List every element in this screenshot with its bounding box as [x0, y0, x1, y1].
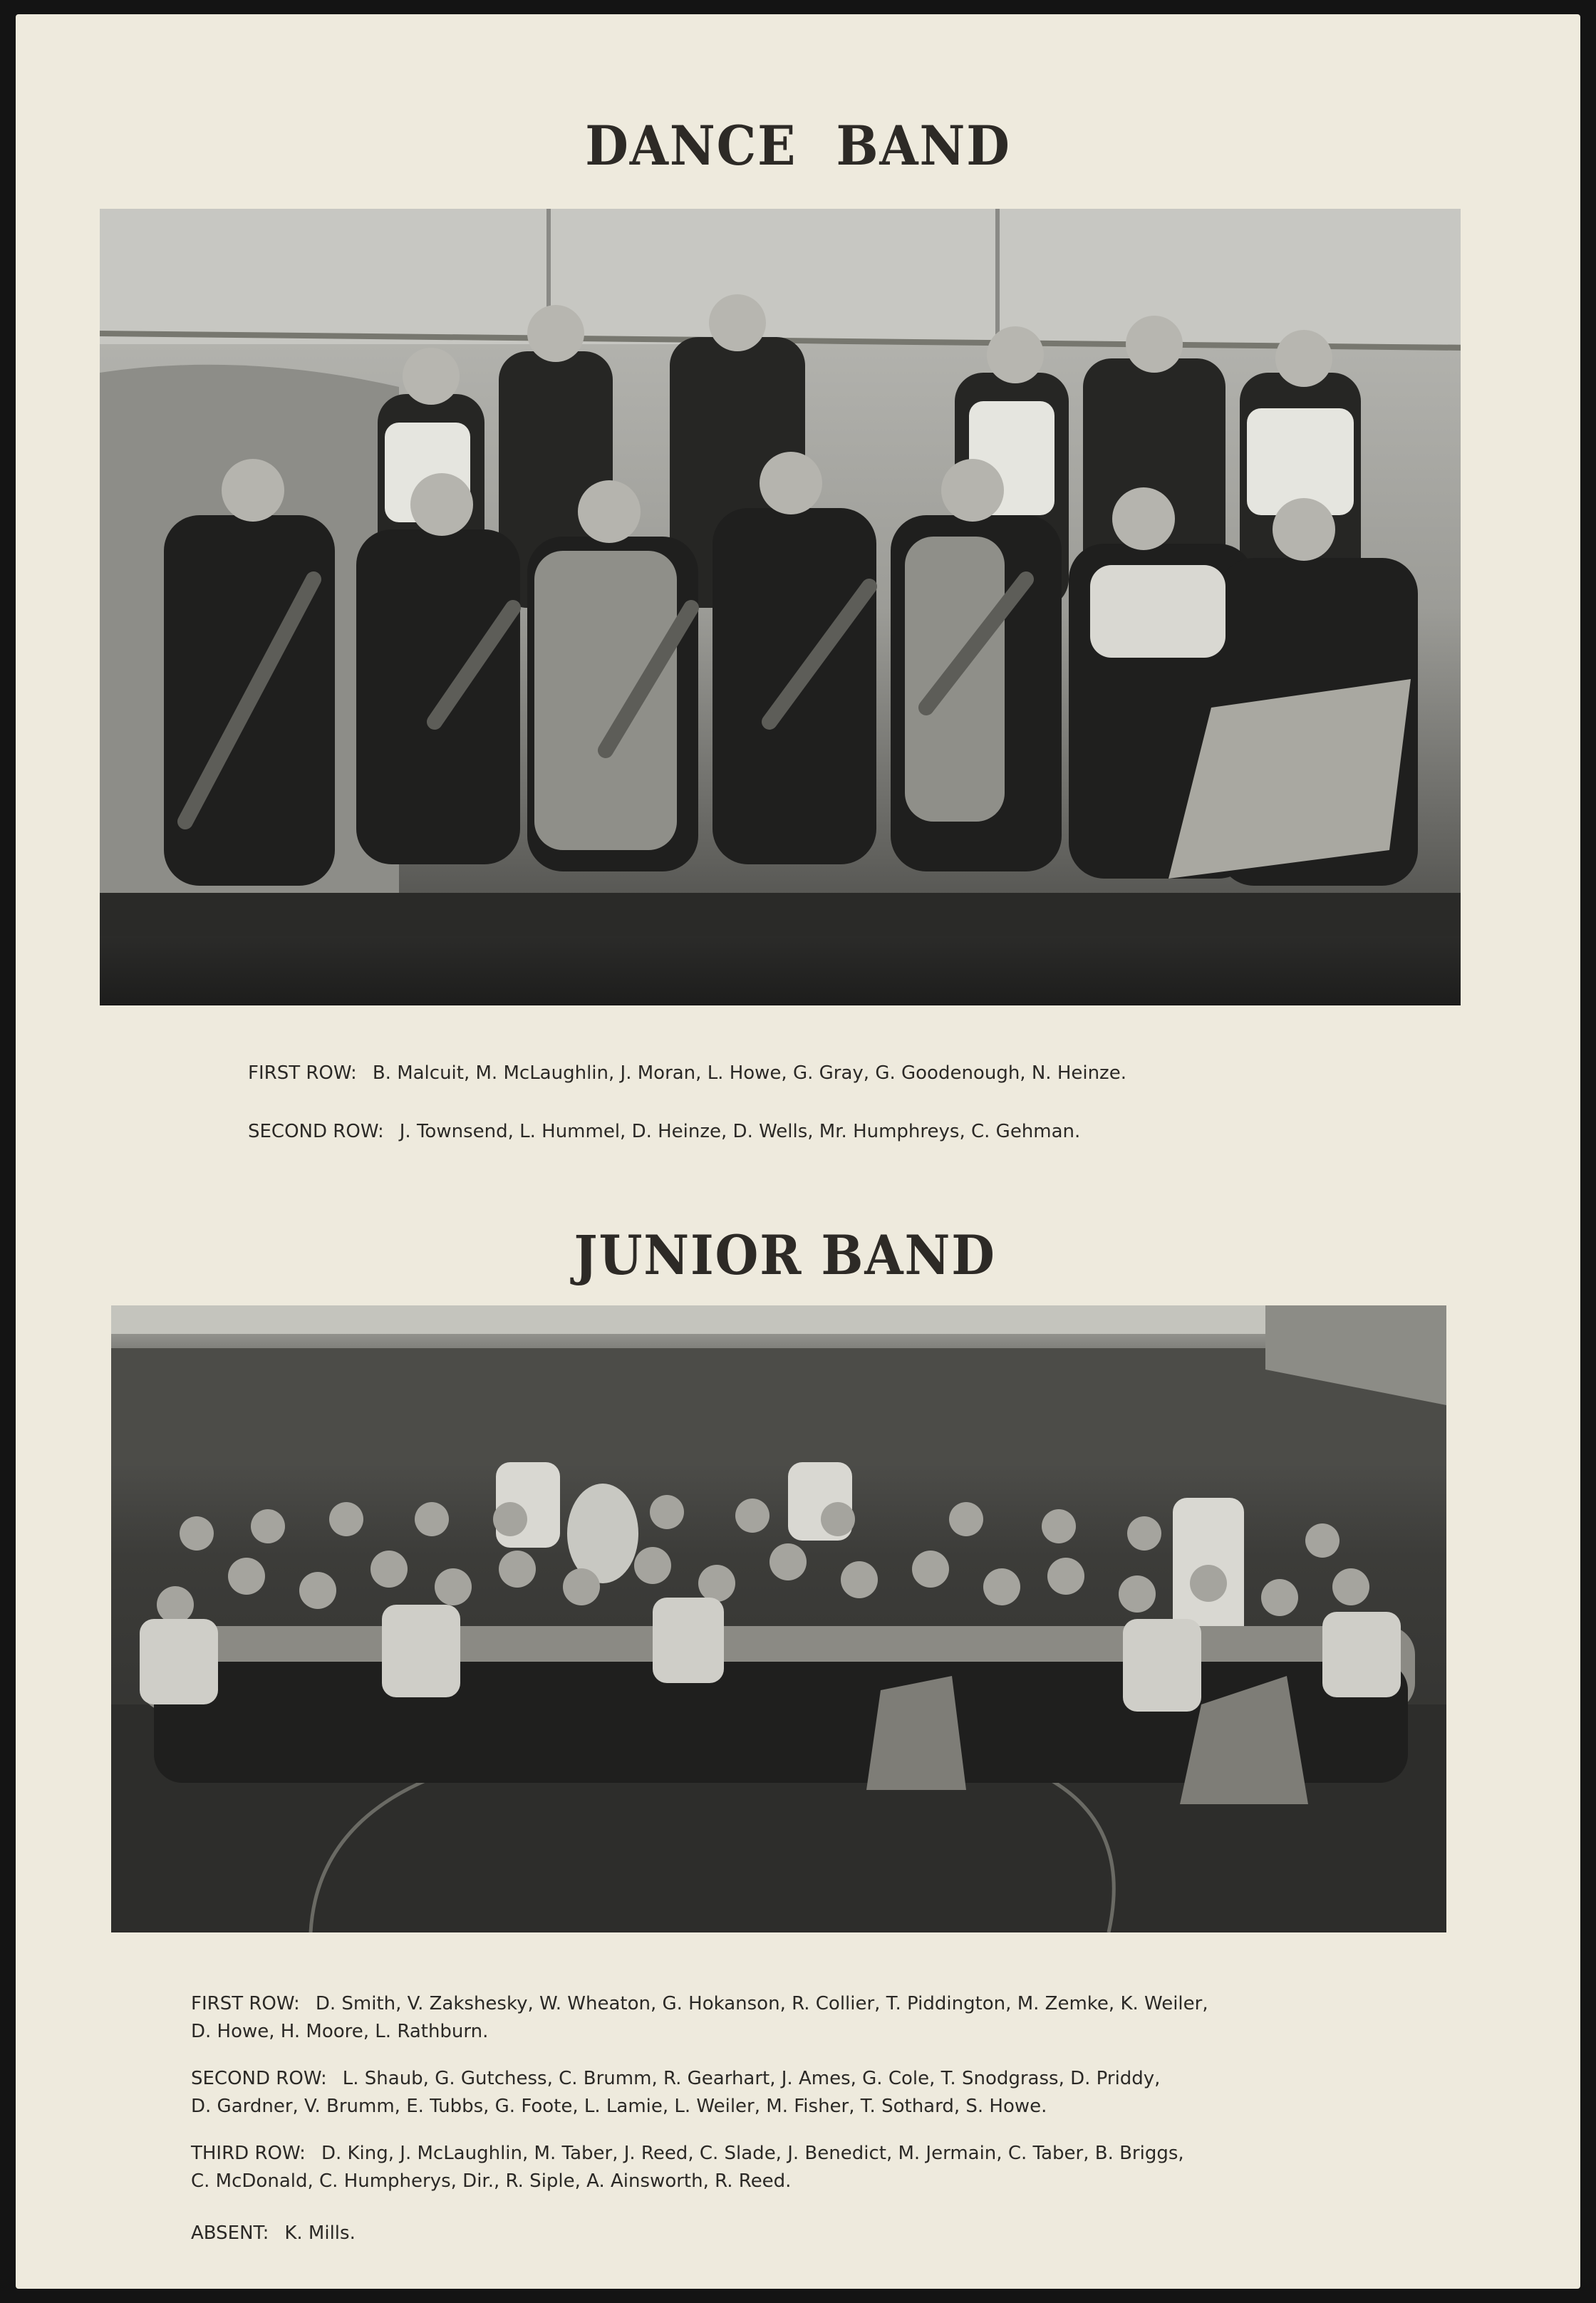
dance-band-photo	[100, 209, 1461, 1005]
second-row-label: SECOND ROW:	[248, 1121, 384, 1142]
jb-third-row-line2: C. McDonald, C. Humpherys, Dir., R. Siple, A. Ainsworth, R. Reed.	[191, 2170, 792, 2192]
dance-band-first-row	[248, 1060, 1126, 1087]
jb-second-row-line2: D. Gardner, V. Brumm, E. Tubbs, G. Foote, L. Lamie, L. Weiler, M. Fisher, T. Sothard, S. Howe.	[191, 2096, 1047, 2117]
junior-band-third-row	[191, 2140, 1184, 2195]
jb-third-row-line1: D. King, J. McLaughlin, M. Taber, J. Reed, C. Slade, J. Benedict, M. Jermain, C. Taber, B. Briggs,	[321, 2143, 1184, 2164]
second-row-names: J. Townsend, L. Hummel, D. Heinze, D. Wells, Mr. Humphreys, C. Gehman.	[399, 1121, 1081, 1142]
yearbook-page	[16, 14, 1580, 2289]
jb-second-row-label: SECOND ROW:	[191, 2068, 327, 2089]
junior-band-second-row	[191, 2065, 1160, 2121]
jb-absent-names: K. Mills.	[284, 2222, 356, 2244]
first-row-names: B. Malcuit, M. McLaughlin, J. Moran, L. Howe, G. Gray, G. Goodenough, N. Heinze.	[372, 1062, 1126, 1084]
junior-band-first-row	[191, 1990, 1208, 2046]
dance-band-second-row	[248, 1119, 1080, 1146]
junior-band-absent	[191, 2220, 356, 2247]
dance-band-title	[78, 114, 1518, 177]
junior-band-title: JUNIOR BAND	[574, 1223, 996, 1287]
jb-third-row-label: THIRD ROW:	[191, 2143, 306, 2164]
jb-absent-label: ABSENT:	[191, 2222, 269, 2244]
dance-band-title-word1: DANCE	[585, 114, 797, 177]
jb-second-row-line1: L. Shaub, G. Gutchess, C. Brumm, R. Gearhart, J. Ames, G. Cole, T. Snodgrass, D. Priddy,	[342, 2068, 1161, 2089]
first-row-label: FIRST ROW:	[248, 1062, 357, 1084]
jb-first-row-label: FIRST ROW:	[191, 1993, 300, 2014]
junior-band-photo	[111, 1305, 1446, 1932]
dance-band-title-word2: BAND	[836, 114, 1011, 177]
jb-first-row-line1: D. Smith, V. Zakshesky, W. Wheaton, G. Hokanson, R. Collier, T. Piddington, M. Zemke, K. Weiler,	[315, 1993, 1208, 2014]
jb-first-row-line2: D. Howe, H. Moore, L. Rathburn.	[191, 2021, 489, 2042]
